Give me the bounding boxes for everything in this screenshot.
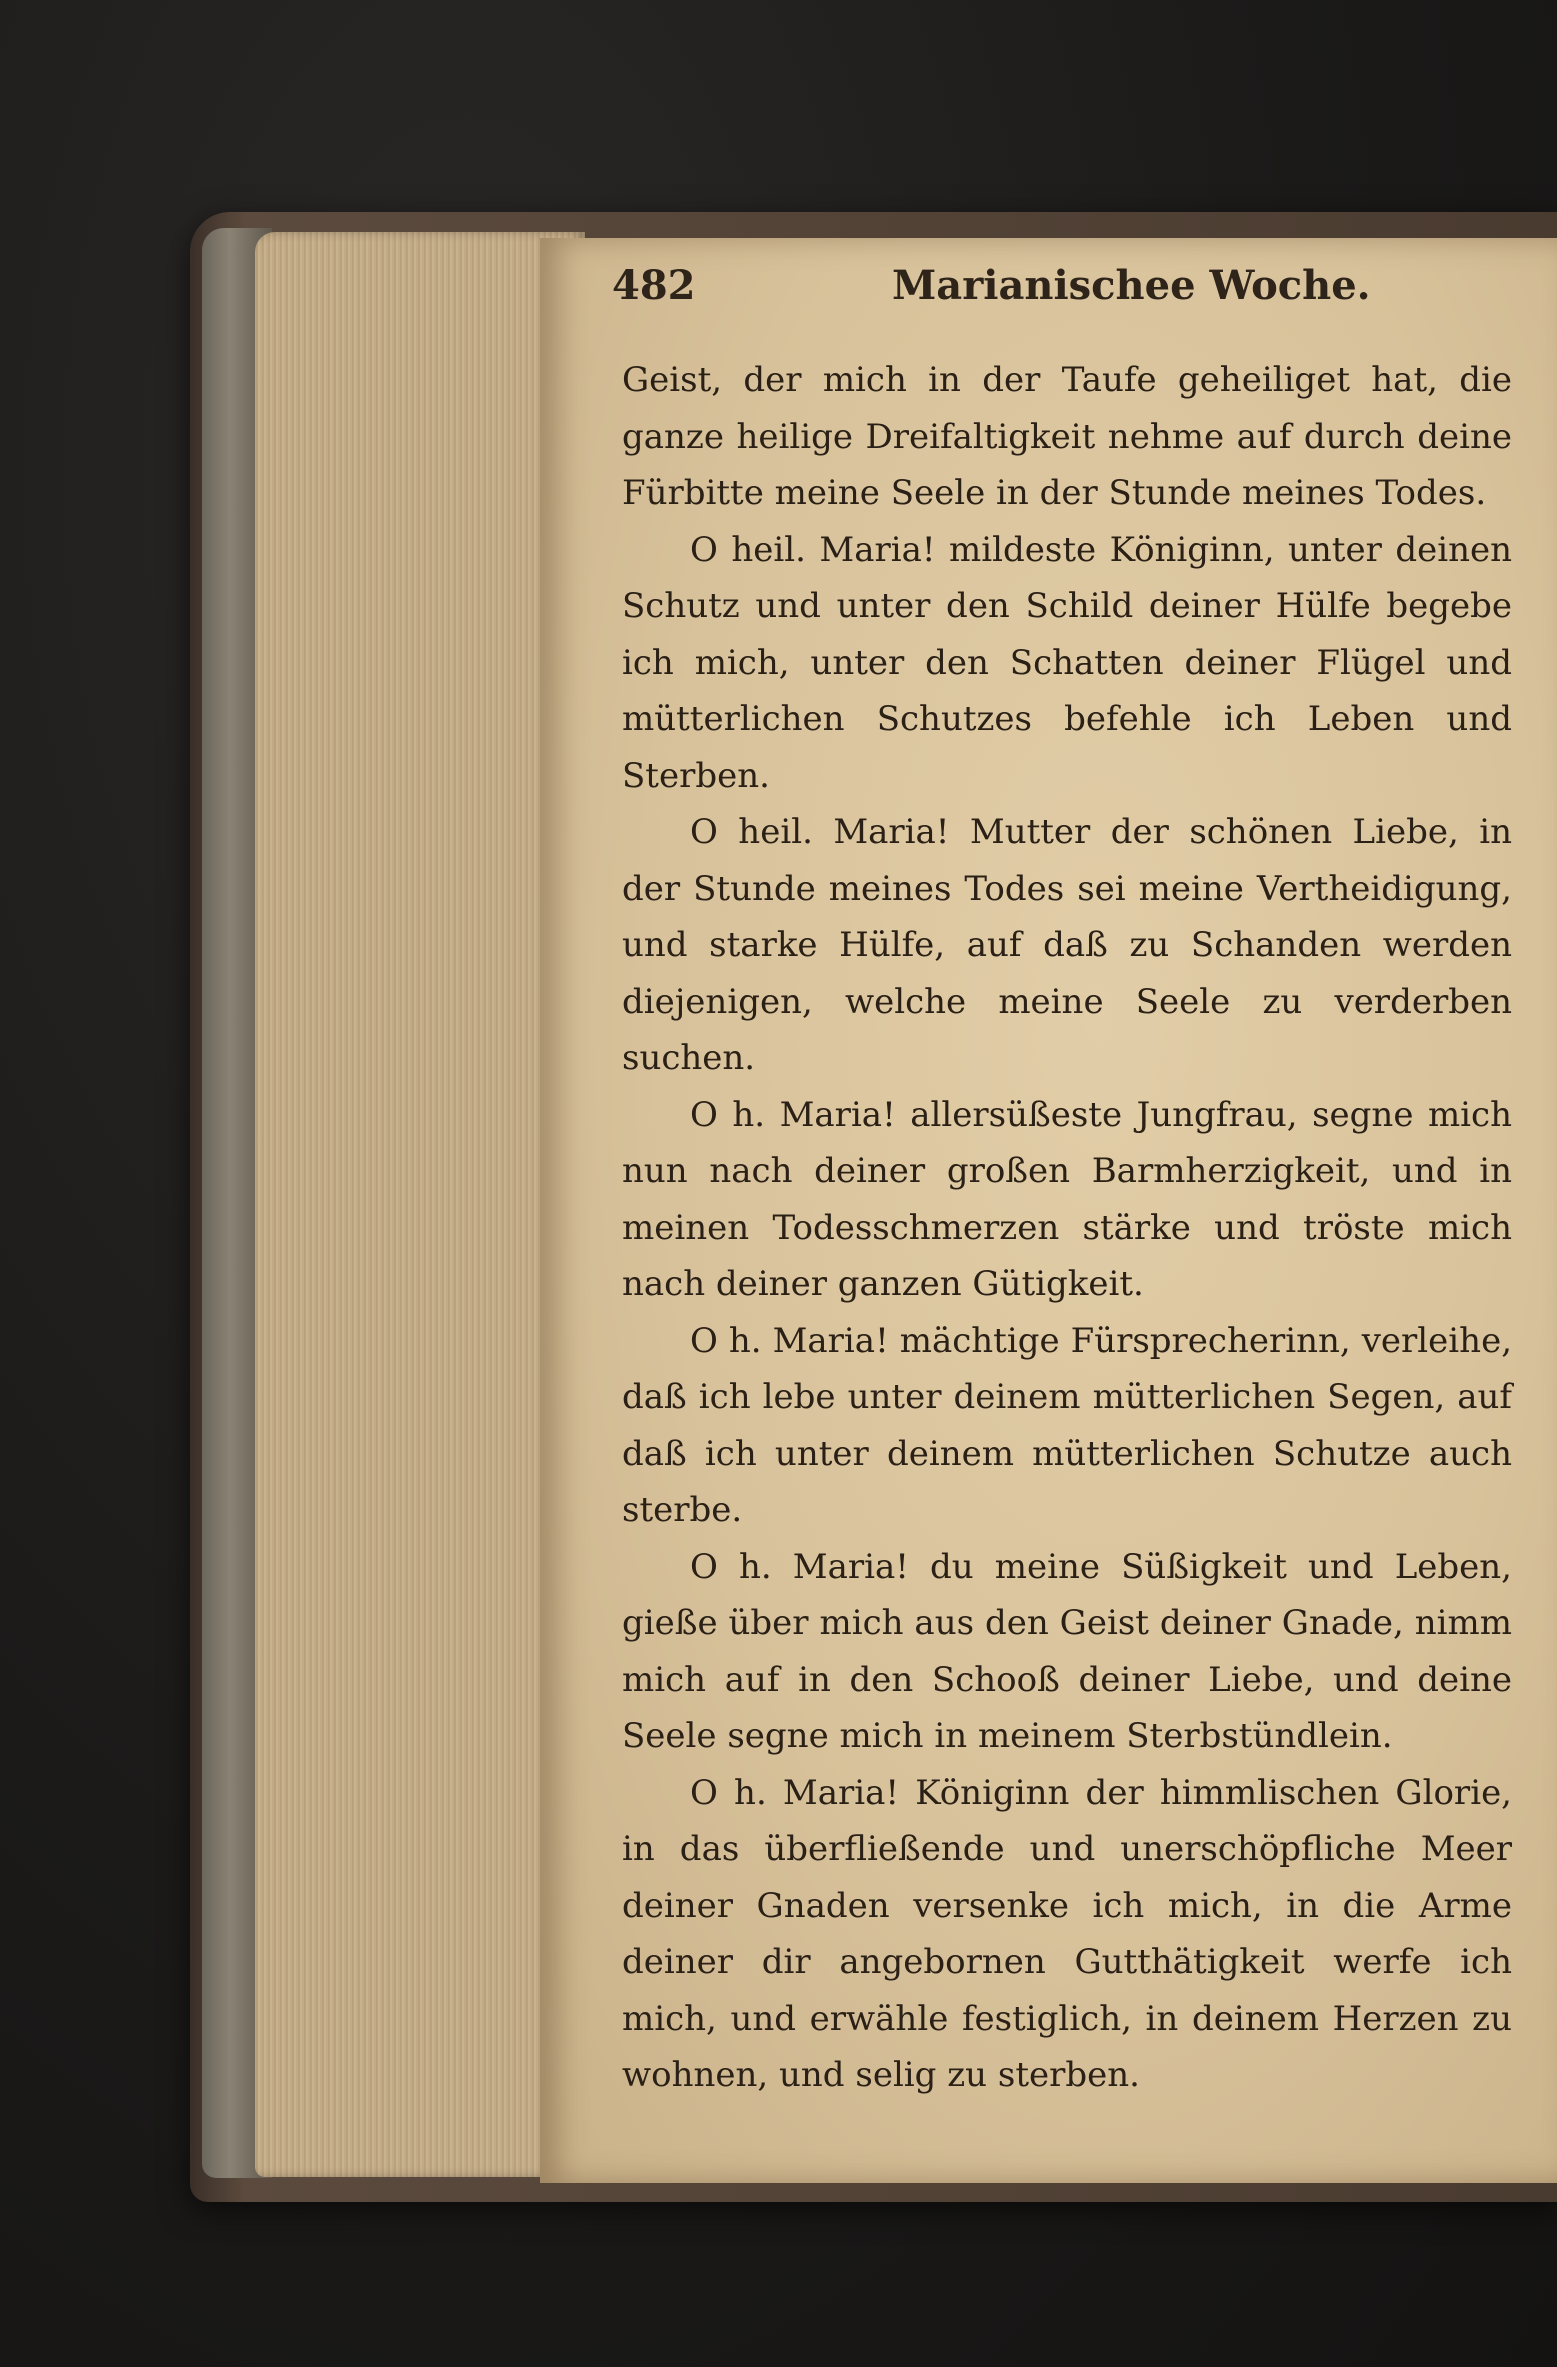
paragraph: O h. Maria! allersüßeste Jungfrau, segne mich nun nach deiner großen Barmherzigkeit, und in meinen Todesschmerzen stärke und tröste mich nach deiner ganzen Gütigkeit. bbox=[622, 1094, 1512, 1304]
page-header bbox=[612, 262, 1512, 322]
paragraph: Geist, der mich in der Taufe geheiliget hat, die ganze heilige Dreifaltigkeit nehme auf durch deine Fürbitte meine Seele in der Stunde meines Todes. bbox=[622, 360, 1512, 513]
running-title: Marianischee Woche. bbox=[892, 262, 1371, 309]
paragraph: O h. Maria! mächtige Fürsprecherinn, verleihe, daß ich lebe unter deinem mütterlichen Segen, auf daß ich unter deinem mütterlichen Schutze auch sterbe. bbox=[622, 1320, 1512, 1530]
paragraph: O heil. Maria! mildeste Königinn, unter deinen Schutz und unter den Schild deiner Hülfe begebe ich mich, unter den Schatten deiner Flügel und mütterlichen Schutzes befehle ich Leben und Sterben. bbox=[622, 529, 1512, 796]
page-body-text bbox=[622, 352, 1512, 2104]
paragraph: O h. Maria! Königinn der himmlischen Glorie, in das überfließende und unerschöpfliche Meer deiner Gnaden versenke ich mich, in die Arme deiner dir angebornen Gutthätigkeit werfe ich mich, und erwähle festiglich, in deinem Herzen zu wohnen, und selig zu sterben. bbox=[622, 1772, 1512, 2095]
paragraph: O h. Maria! du meine Süßigkeit und Leben, gieße über mich aus den Geist deiner Gnade, nimm mich auf in den Schooß deiner Liebe, und deine Seele segne mich in meinem Sterbstündlein. bbox=[622, 1546, 1512, 1756]
page-number: 482 bbox=[612, 262, 696, 309]
paragraph: O heil. Maria! Mutter der schönen Liebe, in der Stunde meines Todes sei meine Vertheidigung, und starke Hülfe, auf daß zu Schanden werden diejenigen, welche meine Seele zu verderben suchen. bbox=[622, 812, 1512, 1078]
page-fore-edge bbox=[255, 232, 585, 2177]
